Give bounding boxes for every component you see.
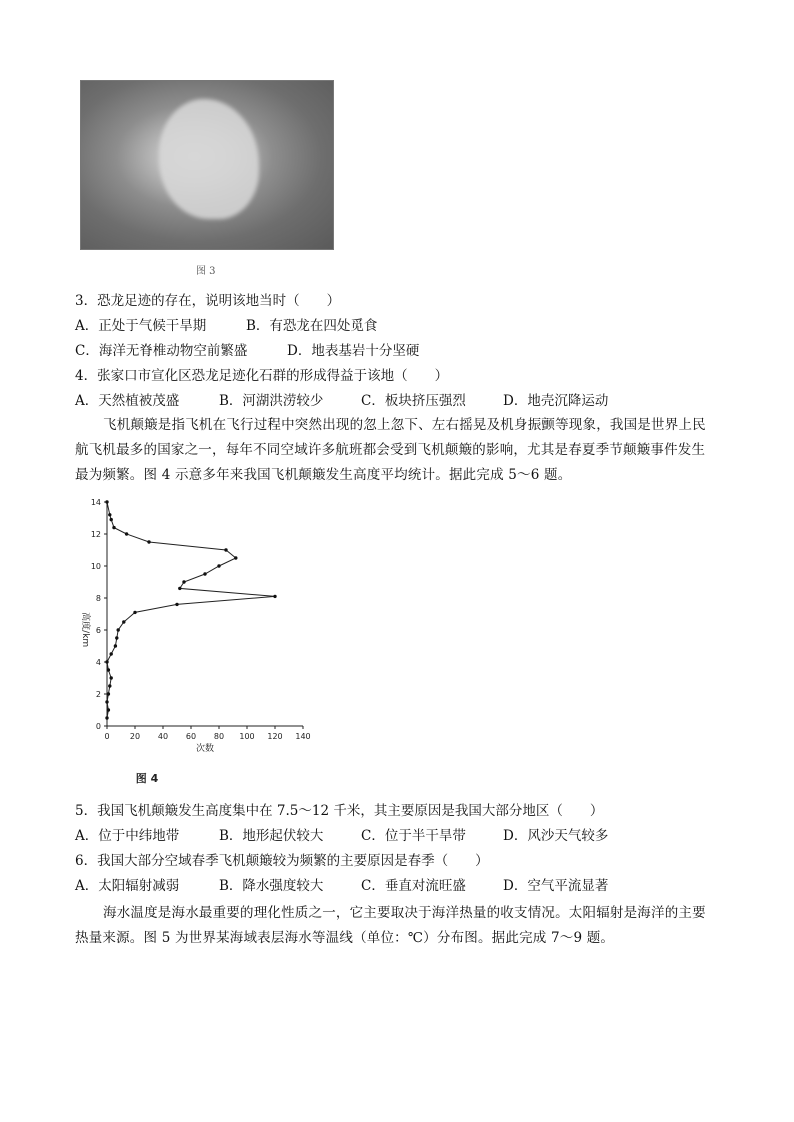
y-tick-label: 2 — [95, 690, 101, 699]
y-tick-labels — [91, 498, 101, 731]
x-tick-labels — [104, 732, 310, 741]
q3-option-d: D．地表基岩十分坚硬 — [287, 343, 420, 359]
data-point — [107, 708, 110, 711]
data-point — [110, 518, 113, 521]
y-tick-label: 4 — [95, 658, 101, 667]
data-point — [178, 587, 181, 590]
chart-axes — [104, 502, 303, 729]
x-axis-label: 次数 — [195, 744, 215, 754]
q4-option-c: C．板块挤压强烈 — [361, 393, 466, 409]
figure3-caption: 图 3 — [196, 266, 216, 277]
data-point — [110, 676, 113, 679]
y-tick-label: 6 — [95, 626, 101, 635]
passage2-line1: 海水温度是海水最重要的理化性质之一，它主要取决于海洋热量的收支情况。太阳辐射是海洋的主要 — [103, 905, 706, 921]
x-tick-label: 80 — [213, 732, 225, 741]
data-point — [122, 620, 125, 623]
data-point — [273, 595, 276, 598]
q4-option-a: A．天然植被茂盛 — [75, 393, 180, 409]
data-point — [125, 532, 128, 535]
passage2-line2: 热量来源。图 5 为世界某海域表层海水等温线（单位：℃）分布图。据此完成 7～9 题。 — [75, 930, 615, 946]
q6-stem: 6．我国大部分空域春季飞机颠簸较为频繁的主要原因是春季（ ） — [75, 853, 489, 869]
q6-option-d: D．空气平流显著 — [503, 878, 609, 894]
q5-option-d: D．风沙天气较多 — [503, 828, 609, 844]
data-point — [105, 716, 108, 719]
q5-option-b: B．地形起伏较大 — [219, 828, 324, 844]
x-tick-label: 120 — [267, 732, 283, 741]
data-point — [182, 580, 185, 583]
q5-option-c: C．位于半干旱带 — [361, 828, 466, 844]
q3-stem: 3．恐龙足迹的存在，说明该地当时（ ） — [75, 293, 341, 309]
data-point — [108, 684, 111, 687]
q3-option-a: A．正处于气候干旱期 — [75, 318, 207, 334]
q5-stem: 5．我国飞机颠簸发生高度集中在 7.5～12 千米，其主要原因是我国大部分地区（ ） — [75, 803, 604, 819]
data-points — [105, 500, 276, 719]
series-line — [107, 502, 275, 718]
data-point — [133, 611, 136, 614]
passage1-line3: 最为频繁。图 4 示意多年来我国飞机颠簸发生高度平均统计。据此完成 5～6 题。 — [75, 467, 572, 483]
x-tick-label: 140 — [295, 732, 311, 741]
x-tick-label: 60 — [185, 732, 197, 741]
y-tick-label: 12 — [90, 530, 101, 539]
q6-option-c: C．垂直对流旺盛 — [361, 878, 466, 894]
q5-option-a: A．位于中纬地带 — [75, 828, 180, 844]
data-point — [203, 572, 206, 575]
data-point — [115, 636, 118, 639]
x-tick-label: 40 — [157, 732, 169, 741]
data-point — [105, 500, 108, 503]
data-point — [105, 660, 108, 663]
figure4-caption: 图 4 — [135, 772, 159, 785]
footprint-shape — [159, 99, 259, 219]
data-point — [107, 668, 110, 671]
q3-option-b: B．有恐龙在四处觅食 — [246, 318, 378, 334]
data-point — [175, 603, 178, 606]
x-tick-label: 20 — [129, 732, 141, 741]
turbulence-altitude-chart — [60, 488, 330, 788]
passage1-line2: 航飞机最多的国家之一，每年不同空域许多航班都会受到飞机颠簸的影响，尤其是春夏季节颠簸事件发生 — [75, 442, 706, 458]
y-tick-label: 8 — [95, 594, 101, 603]
x-tick-label: 0 — [104, 732, 110, 741]
q3-option-c: C．海洋无脊椎动物空前繁盛 — [75, 343, 248, 359]
q4-stem: 4．张家口市宣化区恐龙足迹化石群的形成得益于该地（ ） — [75, 368, 449, 384]
data-point — [217, 564, 220, 567]
q4-option-d: D．地壳沉降运动 — [503, 393, 609, 409]
q6-option-a: A．太阳辐射减弱 — [75, 878, 180, 894]
data-point — [107, 692, 110, 695]
q4-option-b: B．河湖洪涝较少 — [219, 393, 324, 409]
y-tick-label: 14 — [90, 498, 101, 507]
data-point — [224, 548, 227, 551]
data-point — [110, 652, 113, 655]
data-point — [234, 556, 237, 559]
data-point — [114, 644, 117, 647]
y-tick-label: 0 — [95, 722, 101, 731]
y-tick-label: 10 — [90, 562, 101, 571]
passage1-line1: 飞机颠簸是指飞机在飞行过程中突然出现的忽上忽下、左右摇晃及机身振颤等现象，我国是世界上民 — [103, 417, 706, 433]
q6-option-b: B．降水强度较大 — [219, 878, 324, 894]
dinosaur-footprint-photo — [80, 80, 334, 250]
x-tick-label: 100 — [239, 732, 255, 741]
data-point — [108, 513, 111, 516]
data-point — [112, 526, 115, 529]
data-point — [105, 700, 108, 703]
data-point — [117, 628, 120, 631]
data-point — [147, 540, 150, 543]
y-axis-label: 高度/km — [80, 612, 90, 648]
